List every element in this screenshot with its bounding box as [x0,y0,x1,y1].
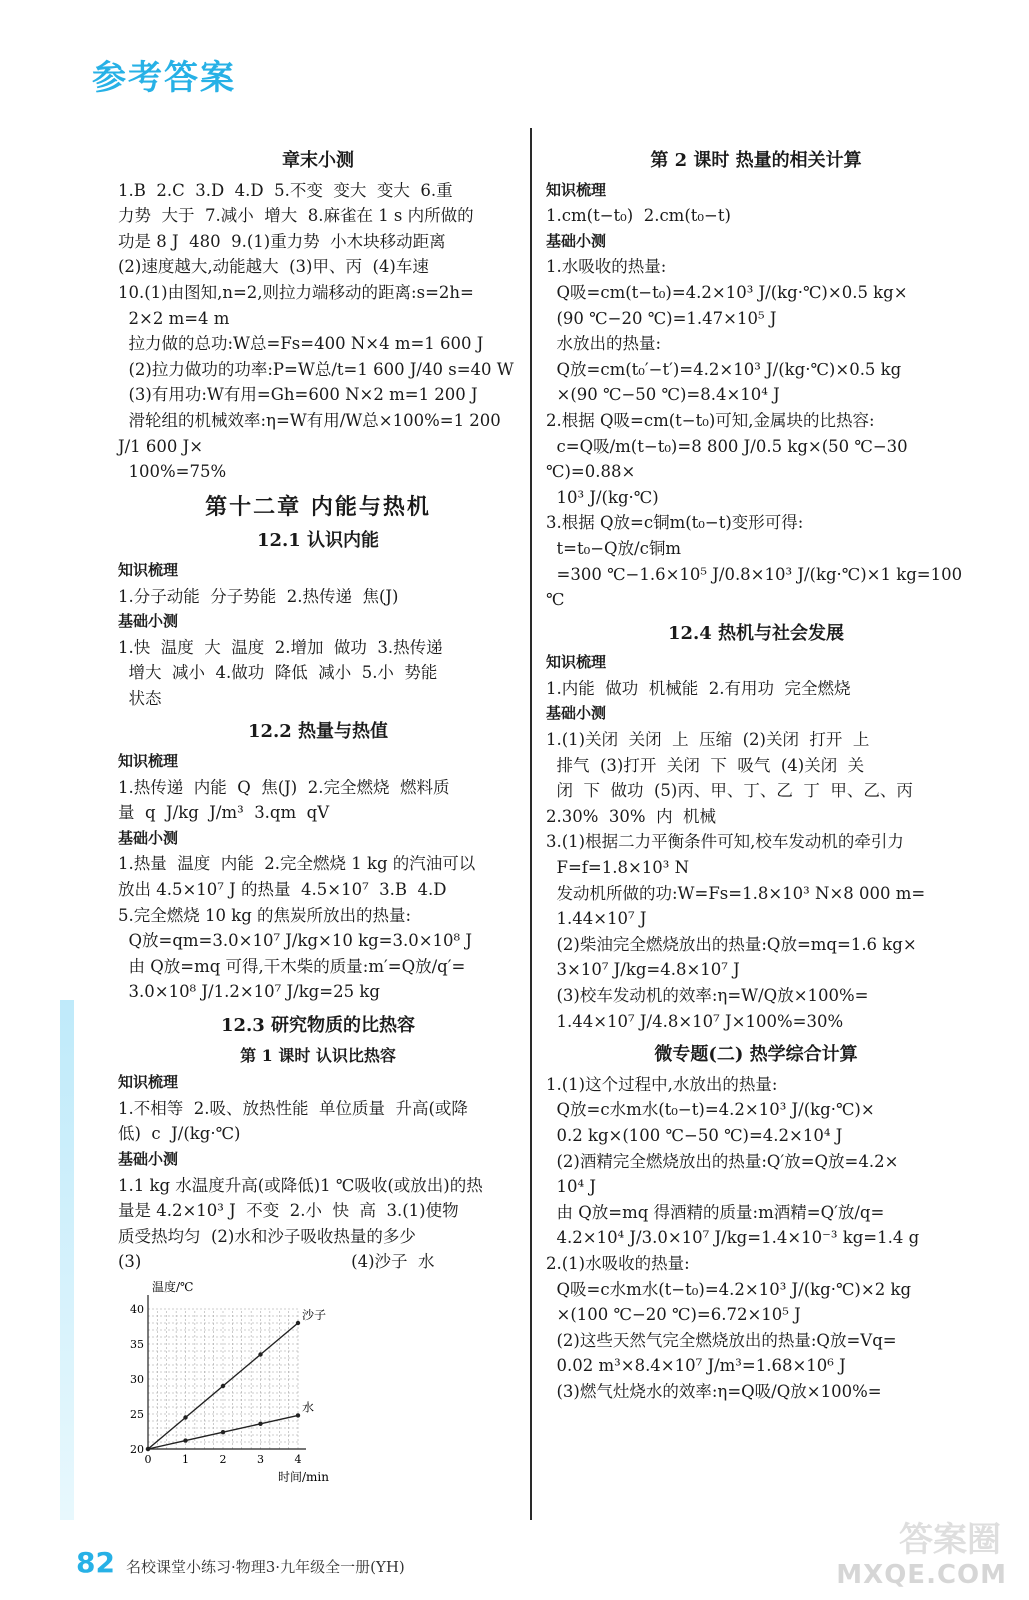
answer-line: 3.0×10⁸ J/1.2×10⁷ J/kg=25 kg [118,982,380,1002]
answer-line: (3)校车发动机的效率:η=W/Q放×100%= [546,986,869,1005]
answer-line: c=Q吸/m(t−t₀)=8 800 J/0.5 kg×(50 ℃−30 ℃)=0.88× [546,436,913,482]
x-tick-label: 0 [144,1452,152,1466]
answer-line: 功是 8 J 480 9.(1)重力势 小木块移动距离 [118,231,446,251]
answer-line: ×(90 ℃−50 ℃)=8.4×10⁴ J [546,385,780,405]
watermark [821,1512,1011,1592]
answer-line: 放出 4.5×10⁷ J 的热量 4.5×10⁷ 3.B 4.D [118,880,447,900]
data-point [221,1430,225,1434]
answer-line: 1.热传递 内能 Q 焦(J) 2.完全燃烧 燃料质 [118,777,450,797]
answer-line: 10⁴ J [546,1177,596,1197]
answer-line: (2)这些天然气完全燃烧放出的热量:Q放=Vq= [546,1330,897,1350]
answer-line: 100%=75% [118,462,227,482]
answer-line: 2.根据 Q吸=cm(t−t₀)可知,金属块的比热容: [546,410,875,430]
section-title-12-3: 12.3 研究物质的比热容 [220,1015,416,1036]
answer-line: Q放=cm(t₀′−t′)=4.2×10³ J/(kg·℃)×0.5 kg [546,359,902,379]
answer-line: 1.内能 做功 机械能 2.有用功 完全燃烧 [546,678,851,698]
answer-line: 质受热均匀 (2)水和沙子吸收热量的多少 [118,1226,416,1246]
chart-svg [118,1279,329,1489]
micro-topic-title: 微专题(二) 热学综合计算 [654,1044,858,1066]
answer-line: 1.水吸收的热量: [546,257,667,277]
x-axis-label: 时间/min [278,1469,329,1484]
answer-line: 由 Q放=mq 得酒精的质量:m酒精=Q′放/q= [546,1202,885,1222]
series-label: 水 [302,1400,315,1415]
y-axis-label: 温度/℃ [152,1279,194,1294]
answer-line: 10.(1)由图知,n=2,则拉力端移动的距离:s=2h= [118,282,474,302]
answer-line: 量是 4.2×10³ J 不变 2.小 快 高 3.(1)使物 [118,1201,459,1221]
book-title: 名校课堂小练习·物理3·九年级全一册(YH) [126,1558,405,1576]
knowledge-label: 知识梳理 [546,180,607,199]
x-tick-label: 3 [257,1452,264,1466]
knowledge-label: 知识梳理 [118,560,179,579]
answer-line: 10³ J/(kg·℃) [546,487,659,507]
answer-line: 3.(1)根据二力平衡条件可知,校车发动机的牵引力 [546,832,904,852]
answer-line: 闭 下 做功 (5)丙、甲、丁、乙 丁 甲、乙、丙 [546,781,913,801]
y-tick-label: 35 [130,1337,144,1351]
answer-line: (2)酒精完全燃烧放出的热量:Q′放=Q放=4.2× [546,1151,899,1171]
answer-line: 状态 [118,688,162,708]
answer-line: (3)燃气灶烧水的效率:η=Q吸/Q放×100%= [546,1381,882,1401]
data-point [296,1413,300,1417]
answer-line: 由 Q放=mq 可得,干木柴的质量:m′=Q放/q′= [118,956,466,976]
answer-line: 排气 (3)打开 关闭 下 吸气 (4)关闭 关 [546,755,865,775]
answer-line: (2)拉力做功的功率:P=W总/t=1 600 J/40 s=40 W [118,359,514,379]
answer-line: 拉力做的总功:W总=Fs=400 N×4 m=1 600 J [118,334,484,354]
answer-line: Q吸=c水m水(t−t₀)=4.2×10³ J/(kg·℃)×2 kg [546,1279,912,1299]
basic-test-answers-12-4 [546,727,966,1034]
x-tick-label: 4 [294,1452,302,1466]
knowledge-answers-12-3 [118,1096,518,1147]
basic-test-label: 基础小测 [118,1149,179,1168]
answer-line: 发动机所做的功:W=Fs=1.8×10³ N×8 000 m= [546,883,926,903]
right-column [546,140,966,1405]
answer-line: 1.44×10⁷ J [546,909,647,929]
chapter-test-answers [118,178,518,485]
answer-line: 2×2 m=4 m [118,308,230,328]
temperature-time-graph [118,1279,518,1497]
answer-line: 1.(1)关闭 关闭 上 压缩 (2)关闭 打开 上 [546,730,870,750]
x-tick-label: 2 [219,1452,227,1466]
y-tick-label: 30 [130,1372,144,1386]
watermark-text: MXQE.COM [836,1560,1007,1590]
answer-line: 水放出的热量: [546,334,662,354]
basic-test-answers-12-3 [118,1173,518,1275]
data-point [258,1352,262,1356]
data-point [146,1447,150,1451]
answer-line: 滑轮组的机械效率:η=W有用/W总×100%=1 200 J/1 600 J× [118,410,507,456]
answer-line: 增大 减小 4.做功 降低 减小 5.小 势能 [118,663,438,683]
lesson-2-title: 第 2 课时 热量的相关计算 [650,150,862,171]
y-tick-label: 40 [130,1302,144,1316]
answer-line: (3)有用功:W有用=Gh=600 N×2 m=1 200 J [118,385,478,405]
answer-line: ×(100 ℃−20 ℃)=6.72×10⁵ J [546,1305,801,1325]
left-column [118,140,518,1497]
answer-line: 5.完全燃烧 10 kg 的焦炭所放出的热量: [118,905,412,925]
answer-line: 0.2 kg×(100 ℃−50 ℃)=4.2×10⁴ J [546,1125,843,1145]
answer-line: 1.快 温度 大 温度 2.增加 做功 3.热传递 [118,637,443,657]
answer-line: 2.(1)水吸收的热量: [546,1253,690,1273]
answer-line: F=f=1.8×10³ N [546,858,690,878]
answer-line: Q放=qm=3.0×10⁷ J/kg×10 kg=3.0×10⁸ J [118,931,473,951]
answer-line: 0.02 m³×8.4×10⁷ J/m³=1.68×10⁶ J [546,1356,846,1376]
answer-line: 2.30% 30% 内 机械 [546,806,717,826]
data-point [221,1384,225,1388]
answer-line: 1.不相等 2.吸、放热性能 单位质量 升高(或降 [118,1098,468,1118]
answer-line: (2)柴油完全燃烧放出的热量:Q放=mq=1.6 kg× [546,934,917,954]
side-stripe [60,1000,74,1520]
section-title-12-1: 12.1 认识内能 [256,530,380,552]
knowledge-answers-12-2 [118,775,518,826]
answer-line: Q放=c水m水(t₀−t)=4.2×10³ J/(kg·℃)× [546,1100,875,1120]
answer-line: 1.热量 温度 内能 2.完全燃烧 1 kg 的汽油可以 [118,854,476,874]
data-point [296,1321,300,1325]
x-tick-label: 1 [182,1452,189,1466]
answer-line: 1.cm(t−t₀) 2.cm(t₀−t) [546,206,731,226]
answer-line: (3) (4)沙子 水 [118,1252,435,1272]
basic-test-label: 基础小测 [118,612,179,631]
data-point [183,1438,187,1442]
answer-line: Q吸=cm(t−t₀)=4.2×10³ J/(kg·℃)×0.5 kg× [546,282,908,302]
section-title-chapter-test: 章末小测 [282,150,354,171]
answer-line: 4.2×10⁴ J/3.0×10⁷ J/kg=1.4×10⁻³ kg=1.4 g [546,1228,920,1248]
answer-line: 1.(1)这个过程中,水放出的热量: [546,1074,778,1094]
knowledge-label: 知识梳理 [118,752,179,771]
basic-test-label: 基础小测 [546,704,607,723]
data-point [258,1422,262,1426]
page-header-title: 参考答案 [92,58,236,98]
y-tick-label: 20 [130,1442,144,1456]
section-title-12-2: 12.2 热量与热值 [247,721,389,743]
answer-line: 3×10⁷ J/kg=4.8×10⁷ J [546,960,740,980]
y-tick-label: 25 [130,1407,144,1421]
answer-line: 力势 大于 7.减小 增大 8.麻雀在 1 s 内所做的 [118,206,474,226]
micro-topic-answers [546,1072,966,1405]
answer-line: 1.1 kg 水温度升高(或降低)1 ℃吸收(或放出)的热 [118,1175,483,1195]
column-divider [530,128,532,1520]
basic-test-label: 基础小测 [118,828,179,847]
section-title-12-4: 12.4 热机与社会发展 [667,622,845,644]
basic-test-answers-12-2 [118,851,518,1005]
basic-test-answers-12-1 [118,635,518,712]
data-point [183,1415,187,1419]
answer-line: 1.44×10⁷ J/4.8×10⁷ J×100%=30% [546,1011,844,1031]
answer-line: (2)速度越大,动能越大 (3)甲、丙 (4)车速 [118,257,429,277]
lesson-1-title: 第 1 课时 认识比热容 [240,1045,396,1065]
answer-line: 低) c J/(kg·℃) [118,1124,241,1144]
answer-line: 1.分子动能 分子势能 2.热传递 焦(J) [118,586,399,606]
knowledge-label: 知识梳理 [546,653,607,672]
answer-line: (90 ℃−20 ℃)=1.47×10⁵ J [546,308,777,328]
page-number: 82 [76,1546,115,1579]
answer-line: 量 q J/kg J/m³ 3.qm qV [118,803,330,823]
basic-test-answers-lesson-2 [546,254,966,612]
answer-line: =300 ℃−1.6×10⁵ J/0.8×10³ J/(kg·℃)×1 kg=100 ℃ [546,564,968,610]
chapter-12-title: 第十二章 内能与热机 [205,493,431,520]
watermark-logo: 答案圈 [899,1520,1001,1560]
answer-line: t=t₀−Q放/c铜m [546,538,681,558]
answer-line: 1.B 2.C 3.D 4.D 5.不变 变大 变大 6.重 [118,180,453,200]
basic-test-label: 基础小测 [546,231,607,250]
series-label: 沙子 [302,1307,327,1322]
knowledge-label: 知识梳理 [118,1073,179,1092]
answer-line: 3.根据 Q放=c铜m(t₀−t)变形可得: [546,513,804,533]
